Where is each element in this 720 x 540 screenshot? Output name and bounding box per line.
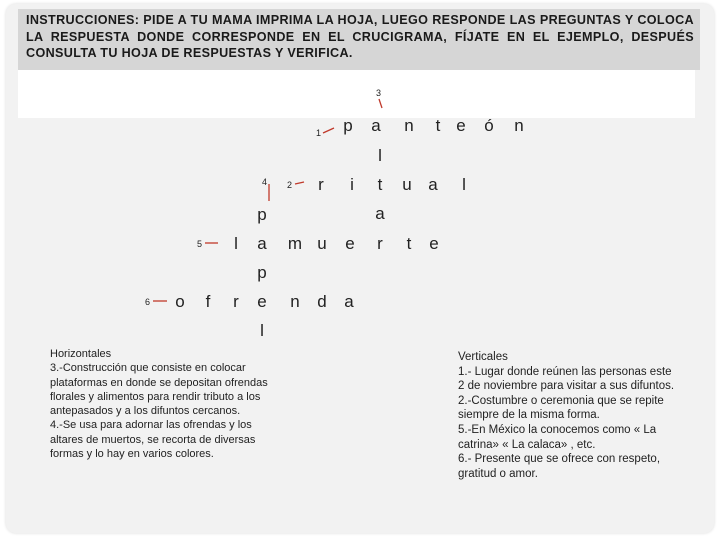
vertical-clue-line: catrina» « La calaca» , etc. xyxy=(458,438,596,451)
cell-2-5: a xyxy=(428,175,438,194)
cell-1-2: a xyxy=(371,116,381,135)
arrow-2 xyxy=(295,182,304,184)
horizontal-clue-line: antepasados y a los difuntos cercanos. xyxy=(50,405,241,418)
cell-3-2: l xyxy=(378,146,382,165)
clue-number-4: 4 xyxy=(262,177,268,187)
cell-5-5: e xyxy=(345,234,355,253)
horizontal-clue-line: 3.-Construcción que consiste en colocar xyxy=(50,362,246,375)
arrow-3 xyxy=(379,99,382,108)
cell-1-3: n xyxy=(404,116,414,135)
vertical-clue-line: 6.- Presente que se ofrece con respeto, xyxy=(458,453,661,466)
vertical-clue-line: 5.-En México la conocemos como « La xyxy=(458,423,657,436)
cell-5-3: m xyxy=(287,234,303,253)
cell-4-5: l xyxy=(260,321,264,340)
cell-6-5: n xyxy=(290,292,300,311)
cell-1-7: n xyxy=(514,116,524,135)
cell-5-6: r xyxy=(377,234,383,253)
cell-2-1: r xyxy=(318,175,324,194)
cell-4-4: e xyxy=(257,292,267,311)
clue-number-1: 1 xyxy=(316,128,322,138)
cell-1-6: ó xyxy=(484,116,494,135)
clue-number-6: 6 xyxy=(145,297,151,307)
horizontal-clues-title: Horizontales xyxy=(50,348,112,360)
vertical-clue-line: siempre de la misma forma. xyxy=(458,409,600,422)
clue-number-5: 5 xyxy=(197,239,203,249)
cell-6-7: a xyxy=(344,292,354,311)
horizontal-clue-line: florales y alimentos para rendir tributo a los xyxy=(50,390,261,403)
cell-4-2: a xyxy=(257,234,267,253)
cell-2-6: l xyxy=(462,175,466,194)
cell-1-4: t xyxy=(435,116,441,135)
horizontal-clue-line: formas y lo hay en varios colores. xyxy=(50,448,214,461)
horizontal-clues xyxy=(50,347,310,461)
horizontal-clue-line: altares de muertos, se recorta de diversas xyxy=(50,433,256,446)
cell-6-2: f xyxy=(205,292,211,311)
vertical-clue-line: 1.- Lugar donde reúnen las personas este xyxy=(458,365,672,378)
clue-number-3: 3 xyxy=(376,88,382,98)
cell-2-2: i xyxy=(350,175,354,194)
cell-4-1: p xyxy=(257,205,267,224)
horizontal-clue-line: plataformas en donde se depositan ofrendas xyxy=(50,376,268,389)
cell-5-1: l xyxy=(234,234,238,253)
arrow-1 xyxy=(323,128,334,133)
cell-3-4: a xyxy=(375,204,385,223)
cell-4-3: p xyxy=(257,263,267,282)
clue-number-2: 2 xyxy=(287,180,293,190)
cell-5-8: e xyxy=(429,234,439,253)
cell-1-5: e xyxy=(456,116,466,135)
cell-2-4: u xyxy=(402,175,412,194)
vertical-clues xyxy=(458,350,708,481)
vertical-clue-line: 2 de noviembre para visitar a sus difuntos. xyxy=(458,380,675,393)
cell-5-7: t xyxy=(406,234,412,253)
cell-6-6: d xyxy=(317,292,327,311)
instructions-text: INSTRUCCIONES: PIDE A TU MAMA IMPRIMA LA HOJA, LUEGO RESPONDE LAS PREGUNTAS Y COLOCA LA RESPUESTA DONDE CORRESPONDE EN EL CRUCIGRAMA, FÍJATE EN EL EJEMPLO, DESPUÉS CONSULTA TU HOJA DE RESPUESTAS Y VERIFICA. xyxy=(26,13,694,60)
vertical-clue-line: 2.-Costumbre o ceremonia que se repite xyxy=(458,394,664,407)
horizontal-clue-line: 4.-Se usa para adornar las ofrendas y los xyxy=(50,419,252,432)
cell-6-3: r xyxy=(233,292,239,311)
vertical-clue-line: gratitud o amor. xyxy=(458,467,538,480)
vertical-clues-title: Verticales xyxy=(458,351,508,363)
cell-3-3: t xyxy=(377,175,383,194)
cell-1-1: p xyxy=(343,116,353,135)
cell-6-1: o xyxy=(175,292,185,311)
cell-5-4: u xyxy=(317,234,327,253)
